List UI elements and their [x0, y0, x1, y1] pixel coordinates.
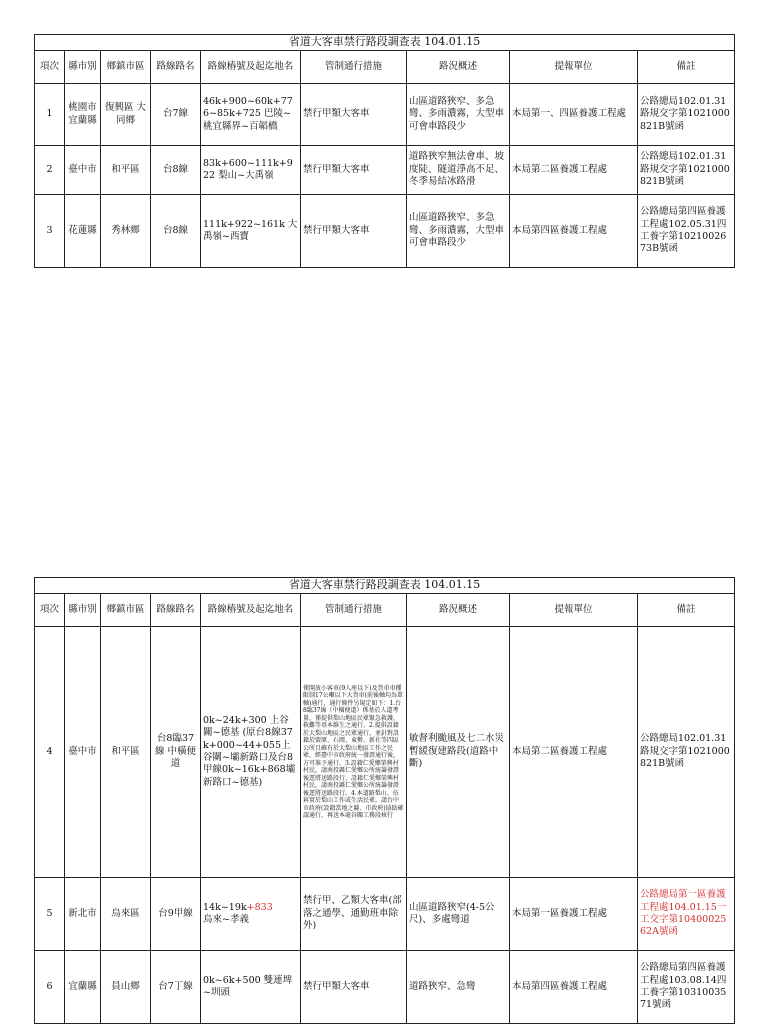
row-district: 和平區	[101, 627, 151, 878]
header-district: 鄉鎮市區	[101, 594, 151, 627]
header-route: 路線路名	[151, 594, 201, 627]
row-remark: 公路總局102.01.31路規交字第1021000821B號函	[638, 84, 735, 146]
row-county: 新北市	[65, 878, 101, 951]
row-mileage: 0k~6k+500 雙連埤~圳頭	[201, 951, 301, 1024]
row-condition: 道路狹窄、急彎	[407, 951, 510, 1024]
row-no: 4	[35, 627, 65, 878]
row-control: 禁行甲類大客車	[301, 195, 407, 268]
row-mileage: 0k~24k+300 上谷關~德基 (原台8線37k+000~44+055上谷關~壩新路口及台8甲線0k~16k+868壩新路口~德基)	[201, 627, 301, 878]
header-district: 鄉鎮市區	[101, 51, 151, 84]
header-condition: 路況概述	[407, 51, 510, 84]
row-county: 宜蘭縣	[65, 951, 101, 1024]
row-unit: 本局第一、四區養護工程處	[510, 84, 638, 146]
row-no: 2	[35, 146, 65, 195]
table-row	[35, 627, 735, 878]
row-unit: 本局第二區養護工程處	[510, 627, 638, 878]
row-district: 烏來區	[101, 878, 151, 951]
row-district: 秀林鄉	[101, 195, 151, 268]
row-control: 禁行甲、乙類大客車(部落之通學、通勤班車除外)	[301, 878, 407, 951]
row-no: 1	[35, 84, 65, 146]
header-control: 管制通行措施	[301, 594, 407, 627]
header-remark: 備註	[638, 594, 735, 627]
row-remark: 公路總局102.01.31路規交字第1021000821B號函	[638, 146, 735, 195]
table-title: 省道大客車禁行路段調查表 104.01.15	[35, 35, 735, 51]
row-district: 員山鄉	[101, 951, 151, 1024]
header-mileage: 路線樁號及起迄地名	[201, 594, 301, 627]
row-condition: 敏督利颱風及七二水災暫緩復建路段(道路中斷)	[407, 627, 510, 878]
row-county: 桃園市 宜蘭縣	[65, 84, 101, 146]
row-unit: 本局第四區養護工程處	[510, 951, 638, 1024]
row-remark: 公路總局第四區養護工程處102.05.31四工養字第1021002673B號函	[638, 195, 735, 268]
table-row	[35, 878, 735, 951]
road-survey-table-1	[34, 34, 735, 268]
table-row	[35, 195, 735, 268]
row-route: 台8線	[151, 146, 201, 195]
row-control: 僅開放小客車(9人座以下)及貨車車種限制17公噸以下大貨車(前後軸均為單軸)通行，通行條件另規定如下：1.台8臨37線（中橫便道）係基於人道考量，僅提供梨山地區民眾緊急救護、救難等基本維生之通行。2.提供設籍於大梨山地區之民眾通行，並針對設籍於盟原、石岡、東勢、新社等四區公所且確有於大梨山地區工作之民眾，經臺中市政府統一發證通行後，方可准予通行。3.設籍仁愛鄉榮興村村民，請南投縣仁愛鄉公所統籌發證後逕將送路段行，設籍仁愛鄉榮興村村民，請南投縣仁愛鄉公所統籌發證後逕將送路段行。4.本道路梨山、伍嵙實於梨山工作或生活民眾，請台中市政府(設籍當地之縣、市政府)協助確認通行，再送本處谷關工務段核行	[301, 627, 407, 878]
table-row	[35, 951, 735, 1024]
header-control: 管制通行措施	[301, 51, 407, 84]
header-unit: 提報單位	[510, 51, 638, 84]
row-mileage	[201, 878, 301, 951]
row-remark: 公路總局第四區養護工程處103.08.14四工養字第1031003571號函	[638, 951, 735, 1024]
row-mileage: 46k+900~60k+776~85k+725 巴陵~桃宜縣界~百韜橋	[201, 84, 301, 146]
row-district: 復興區 大同鄉	[101, 84, 151, 146]
row-mileage: 83k+600~111k+922 梨山~大禹嶺	[201, 146, 301, 195]
header-county: 縣市別	[65, 51, 101, 84]
road-survey-table-2	[34, 577, 735, 1024]
row-district: 和平區	[101, 146, 151, 195]
header-unit: 提報單位	[510, 594, 638, 627]
row-unit: 本局第二區養護工程處	[510, 146, 638, 195]
table-row	[35, 146, 735, 195]
row-condition: 山區道路狹窄、多急彎、多雨濃霧，大型車可會車路段少	[407, 84, 510, 146]
header-remark: 備註	[638, 51, 735, 84]
row-condition: 道路狹窄無法會車、坡度陡、隧道淨高不足、冬季易結冰路滑	[407, 146, 510, 195]
row-condition: 山區道路狹窄、多急彎、多雨濃霧，大型車可會車路段少	[407, 195, 510, 268]
row-unit: 本局第四區養護工程處	[510, 195, 638, 268]
row-route: 台7丁線	[151, 951, 201, 1024]
table-row	[35, 84, 735, 146]
row-county: 臺中市	[65, 627, 101, 878]
header-mileage: 路線樁號及起迄地名	[201, 51, 301, 84]
row-route: 台8臨37線 中橫便道	[151, 627, 201, 878]
mileage-place-names: 烏來~孝義	[203, 914, 249, 925]
row-county: 臺中市	[65, 146, 101, 195]
row-mileage: 111k+922~161k 大禹嶺~西寶	[201, 195, 301, 268]
mileage-offset-highlight: +833	[246, 901, 273, 913]
row-condition: 山區道路狹窄(4-5公尺)、多處彎道	[407, 878, 510, 951]
row-route: 台7線	[151, 84, 201, 146]
header-condition: 路況概述	[407, 594, 510, 627]
header-route: 路線路名	[151, 51, 201, 84]
row-route: 台9甲線	[151, 878, 201, 951]
row-unit: 本局第一區養護工程處	[510, 878, 638, 951]
row-county: 花蓮縣	[65, 195, 101, 268]
row-remark: 公路總局第一區養護工程處104.01.15一工交字第1040002562A號函	[638, 878, 735, 951]
row-no: 5	[35, 878, 65, 951]
mileage-range: 14k~19k	[203, 901, 247, 913]
row-route: 台8線	[151, 195, 201, 268]
row-no: 3	[35, 195, 65, 268]
row-control: 禁行甲類大客車	[301, 84, 407, 146]
row-remark: 公路總局102.01.31路規交字第1021000821B號函	[638, 627, 735, 878]
header-county: 縣市別	[65, 594, 101, 627]
row-control: 禁行甲類大客車	[301, 951, 407, 1024]
header-no: 項次	[35, 51, 65, 84]
row-no: 6	[35, 951, 65, 1024]
row-control: 禁行甲類大客車	[301, 146, 407, 195]
header-no: 項次	[35, 594, 65, 627]
table-title: 省道大客車禁行路段調查表 104.01.15	[35, 578, 735, 594]
